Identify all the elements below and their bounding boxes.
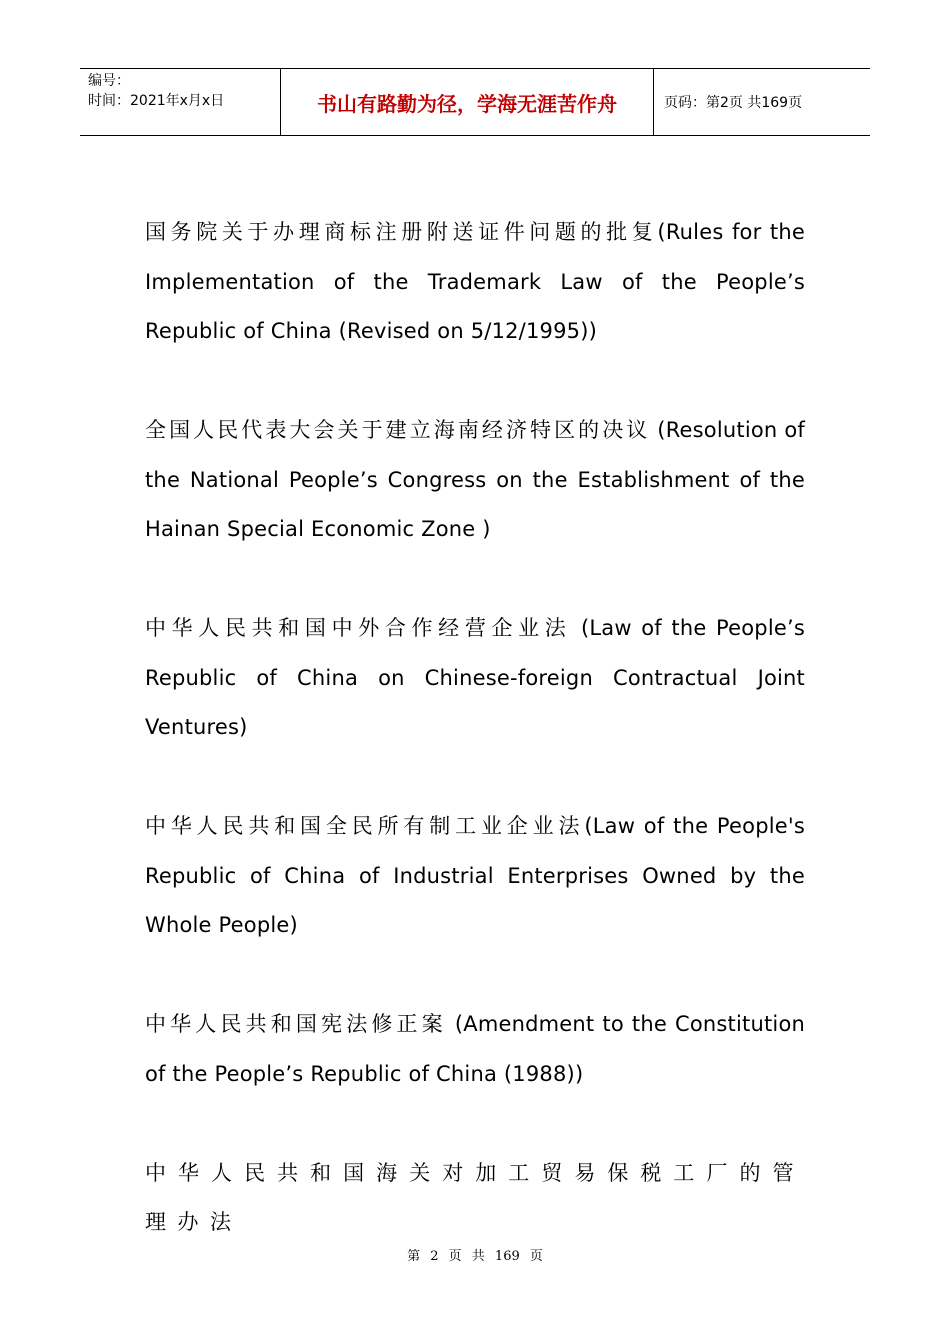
header-page-info: 页码：第2页 共169页 xyxy=(664,95,803,111)
time-label: 时间：2021年x月x日 xyxy=(88,93,225,109)
list-item xyxy=(145,406,805,555)
entry-chinese-title: 中华人民共和国宪法修正案 xyxy=(145,1012,447,1036)
code-label: 编号： xyxy=(88,73,130,89)
entry-chinese-title: 全国人民代表大会关于建立海南经济特区的决议 xyxy=(145,418,651,442)
header-meta xyxy=(80,69,281,135)
entry-chinese-title: 中华人民共和国中外合作经营企业法 xyxy=(145,616,572,640)
entry-english-title: (Law of the People’s Republic of China on Chinese-foreign Contractual Joint Ventures) xyxy=(145,616,805,739)
document-body xyxy=(145,208,805,1297)
entry-english-title: (Amendment to the Constitution of the People’s Republic of China (1988)) xyxy=(145,1012,805,1086)
list-item xyxy=(145,1149,805,1248)
list-item xyxy=(145,802,805,951)
entry-english-title: (Law of the People's Republic of China of Industrial Enterprises Owned by the Whole People) xyxy=(145,814,806,937)
entry-chinese-title: 国务院关于办理商标注册附送证件问题的批复 xyxy=(145,220,658,244)
entry-english-title: (Rules for the Implementation of the Trademark Law of the People’s Republic of China (Revised on 5/12/1995)) xyxy=(145,220,805,343)
page-footer: 第 2 页 共 169 页 xyxy=(407,1249,543,1264)
entry-chinese-title: 中华人民共和国海关对加工贸易保税工厂的管理办法 xyxy=(145,1160,805,1234)
header-motto: 书山有路勤为径，学海无涯苦作舟 xyxy=(281,69,654,135)
list-item xyxy=(145,1000,805,1099)
list-item xyxy=(145,208,805,357)
entry-english-title: (Resolution of the National People’s Congress on the Establishment of the Hainan Special Economic Zone ) xyxy=(145,418,806,541)
page-header xyxy=(80,68,870,136)
entry-chinese-title: 中华人民共和国全民所有制工业企业法 xyxy=(145,814,585,838)
list-item xyxy=(145,604,805,753)
